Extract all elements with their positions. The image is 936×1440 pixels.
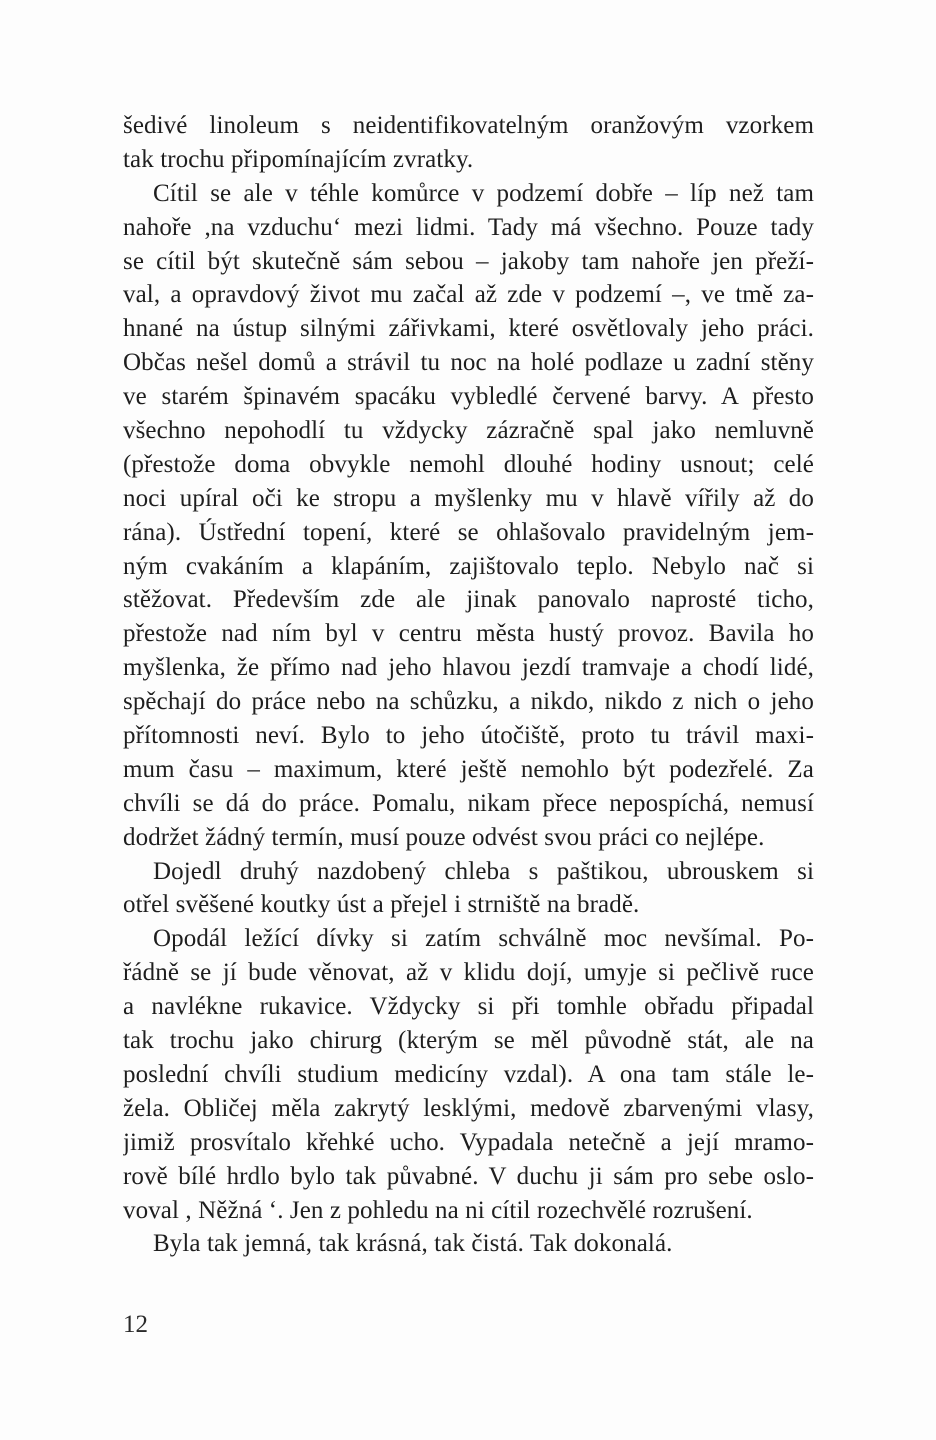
text-line: otřel svěšené koutky úst a přejel i strniště na bradě.	[123, 891, 640, 919]
text-line: hnané na ústup silnými zářivkami, které osvětlovaly jeho práci.	[123, 315, 814, 343]
text-line: poslední chvíli studium medicíny vzdal). A ona tam stále le-	[123, 1060, 814, 1088]
text-line: rána). Ústřední topení, které se ohlašovalo pravidelným jem-	[123, 518, 814, 546]
text-line: mum času – maximum, které ještě nemohlo být podezřelé. Za	[123, 755, 814, 783]
body-text	[123, 109, 814, 1261]
text-line: (přestože doma obvykle nemohl dlouhé hodiny usnout; celé	[123, 450, 814, 478]
text-line: všechno nepohodlí tu vždycky zázračně spal jako nemluvně	[123, 417, 814, 445]
text-line: šedivé linoleum s neidentifikovatelným oranžovým vzorkem	[123, 112, 814, 139]
text-line: jimiž prosvítalo křehké ucho. Vypadala netečně a její mramo-	[123, 1128, 814, 1156]
text-line: se cítil být skutečně sám sebou – jakoby tam nahoře jen přeží-	[123, 247, 814, 275]
text-line: stěžovat. Především zde ale jinak panovalo naprosté ticho,	[123, 586, 814, 614]
text-line: ným cvakáním a klapáním, zajištovalo teplo. Nebylo nač si	[123, 552, 814, 580]
text-line: dodržet žádný termín, musí pouze odvést svou práci co nejlépe.	[123, 823, 765, 851]
text-line: nahoře ,na vzduchu‘ mezi lidmi. Tady má všechno. Pouze tady	[123, 213, 814, 241]
text-line: spěchají do práce nebo na schůzku, a nikdo, nikdo z nich o jeho	[123, 688, 814, 716]
text-line: rově bílé hrdlo bylo tak půvabné. V duchu ji sám pro sebe oslo-	[123, 1162, 814, 1190]
text-line: chvíli se dá do práce. Pomalu, nikam přece nepospíchá, nemusí	[123, 789, 814, 817]
text-line: voval , Něžná ‘. Jen z pohledu na ni cítil rozechvělé rozrušení.	[123, 1196, 753, 1224]
text-line: Byla tak jemná, tak krásná, tak čistá. Tak dokonalá.	[153, 1230, 673, 1258]
text-line: tak trochu jako chirurg (kterým se měl původně stát, ale na	[123, 1027, 814, 1055]
text-line: žela. Obličej měla zakrytý lesklými, medově zbarvenými vlasy,	[123, 1094, 814, 1122]
page-number: 12	[123, 1311, 148, 1338]
text-line: Opodál ležící dívky si zatím schválně moc nevšímal. Po-	[153, 925, 814, 953]
text-line: a navlékne rukavice. Vždycky si při tomhle obřadu připadal	[123, 993, 814, 1021]
text-line: noci upíral oči ke stropu a myšlenky mu v hlavě vířily až do	[123, 484, 814, 512]
text-line: přestože nad ním byl v centru města hustý provoz. Bavila ho	[123, 620, 814, 648]
text-line: Cítil se ale v téhle komůrce v podzemí dobře – líp než tam	[153, 179, 814, 207]
text-line: Občas nešel domů a strávil tu noc na holé podlaze u zadní stěny	[123, 349, 814, 377]
text-line: Dojedl druhý nazdobený chleba s paštikou, ubrouskem si	[153, 857, 814, 885]
text-line: myšlenka, že přímo nad jeho hlavou jezdí tramvaje a chodí lidé,	[123, 654, 814, 682]
text-line: ve starém špinavém spacáku vybledlé červené barvy. A přesto	[123, 383, 814, 411]
text-line: val, a opravdový život mu začal až zde v podzemí –, ve tmě za-	[123, 281, 814, 309]
text-line: tak trochu připomínajícím zvratky.	[123, 145, 474, 173]
text-line: přítomnosti neví. Bylo to jeho útočiště, proto tu trávil maxi-	[123, 722, 814, 750]
text-line: řádně se jí bude věnovat, až v klidu dojí, umyje si pečlivě ruce	[123, 959, 814, 987]
